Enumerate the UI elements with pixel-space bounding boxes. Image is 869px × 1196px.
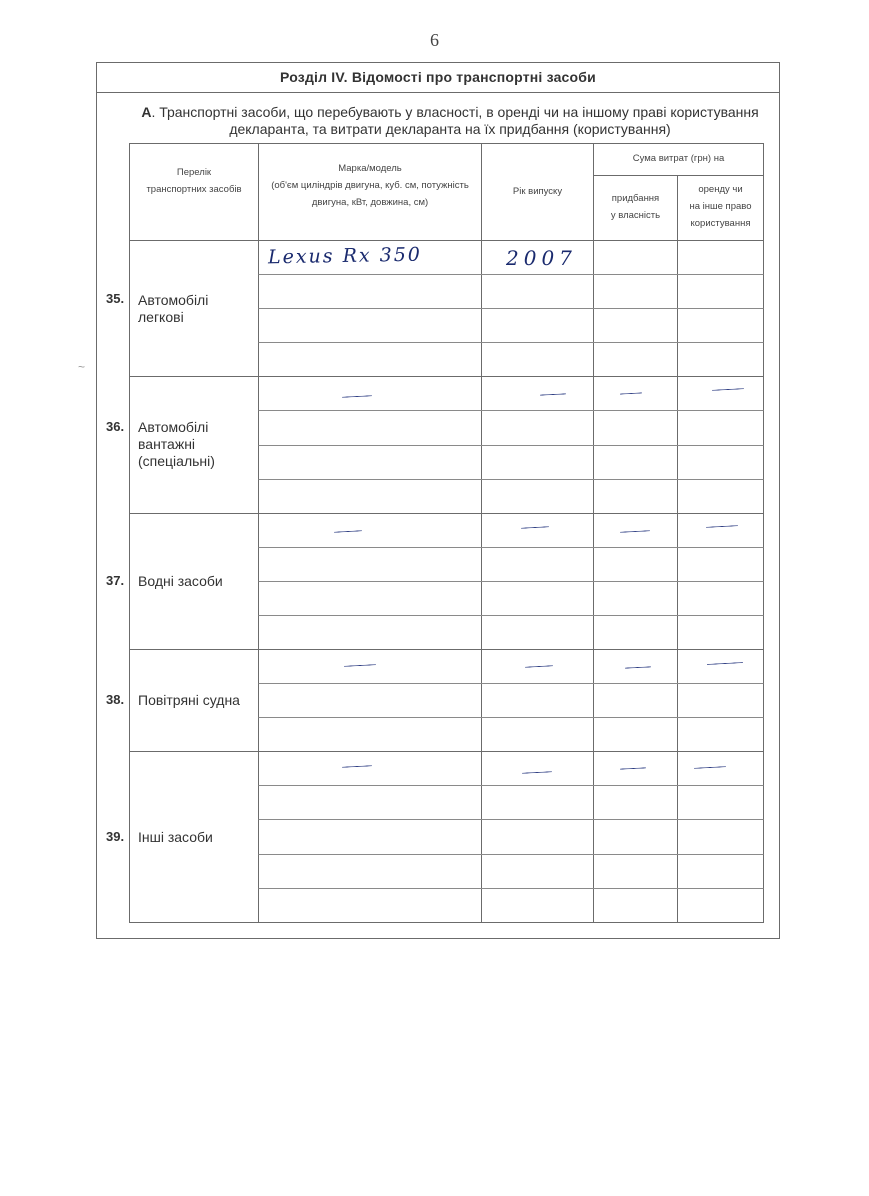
row-label-36-line-3: (спеціальні)	[138, 453, 215, 469]
header-rent	[678, 181, 763, 232]
handwritten-year: 2007	[506, 246, 577, 270]
row-number-35: 35.	[106, 291, 125, 306]
header-vehicle-list-line-1: Перелік	[176, 167, 212, 178]
header-purchase	[594, 190, 677, 224]
subtitle-text-1: . Транспортні засоби, що перебувають у власності, в оренді чи на іншому праві користування	[151, 104, 759, 120]
row-label-39-line-1: Інші засоби	[138, 829, 213, 845]
header-make-model-line-1: Марка/модель	[338, 163, 402, 174]
row-label-36-line-2: вантажні	[138, 436, 196, 452]
subtitle-line-2: декларанта, та витрати декларанта на їх придбання (користування)	[229, 121, 671, 137]
header-make-model-line-3: двигуна, кВт, довжина, см)	[311, 197, 429, 208]
scan-smudge: ~	[78, 360, 86, 374]
header-expense-group: Сума витрат (грн) на	[632, 153, 725, 164]
row-label-37-line-1: Водні засоби	[138, 573, 223, 589]
header-rent-line-2: на інше право	[689, 201, 752, 212]
header-vehicle-list	[130, 164, 258, 198]
row-label-36	[138, 419, 256, 470]
page-number: 6	[430, 30, 439, 50]
row-label-38	[138, 692, 256, 709]
section-title: Розділ IV. Відомості про транспортні засоби	[96, 62, 780, 93]
row-number-39: 39.	[106, 829, 125, 844]
header-rent-line-3: користування	[690, 218, 751, 229]
row-label-35-line-1: Автомобілі	[138, 292, 209, 308]
header-purchase-line-2: у власність	[610, 210, 661, 221]
subtitle-letter: А	[141, 104, 152, 120]
header-make-model	[259, 160, 481, 211]
row-label-35-line-2: легкові	[138, 309, 184, 325]
row-label-38-line-1: Повітряні судна	[138, 692, 240, 708]
header-make-model-line-2: (об'єм циліндрів двигуна, куб. см, потужність	[271, 180, 469, 191]
header-rent-line-1: оренду чи	[698, 184, 743, 195]
row-number-36: 36.	[106, 419, 125, 434]
handwritten-model: Lexus Rx 350	[267, 243, 423, 269]
row-label-37	[138, 573, 256, 590]
row-label-39	[138, 829, 256, 846]
row-label-36-line-1: Автомобілі	[138, 419, 209, 435]
row-number-38: 38.	[106, 692, 125, 707]
header-vehicle-list-line-2: транспортних засобів	[146, 184, 242, 195]
header-purchase-line-1: придбання	[611, 193, 660, 204]
row-label-35	[138, 292, 256, 326]
row-number-37: 37.	[106, 573, 125, 588]
header-year: Рік випуску	[512, 186, 563, 197]
